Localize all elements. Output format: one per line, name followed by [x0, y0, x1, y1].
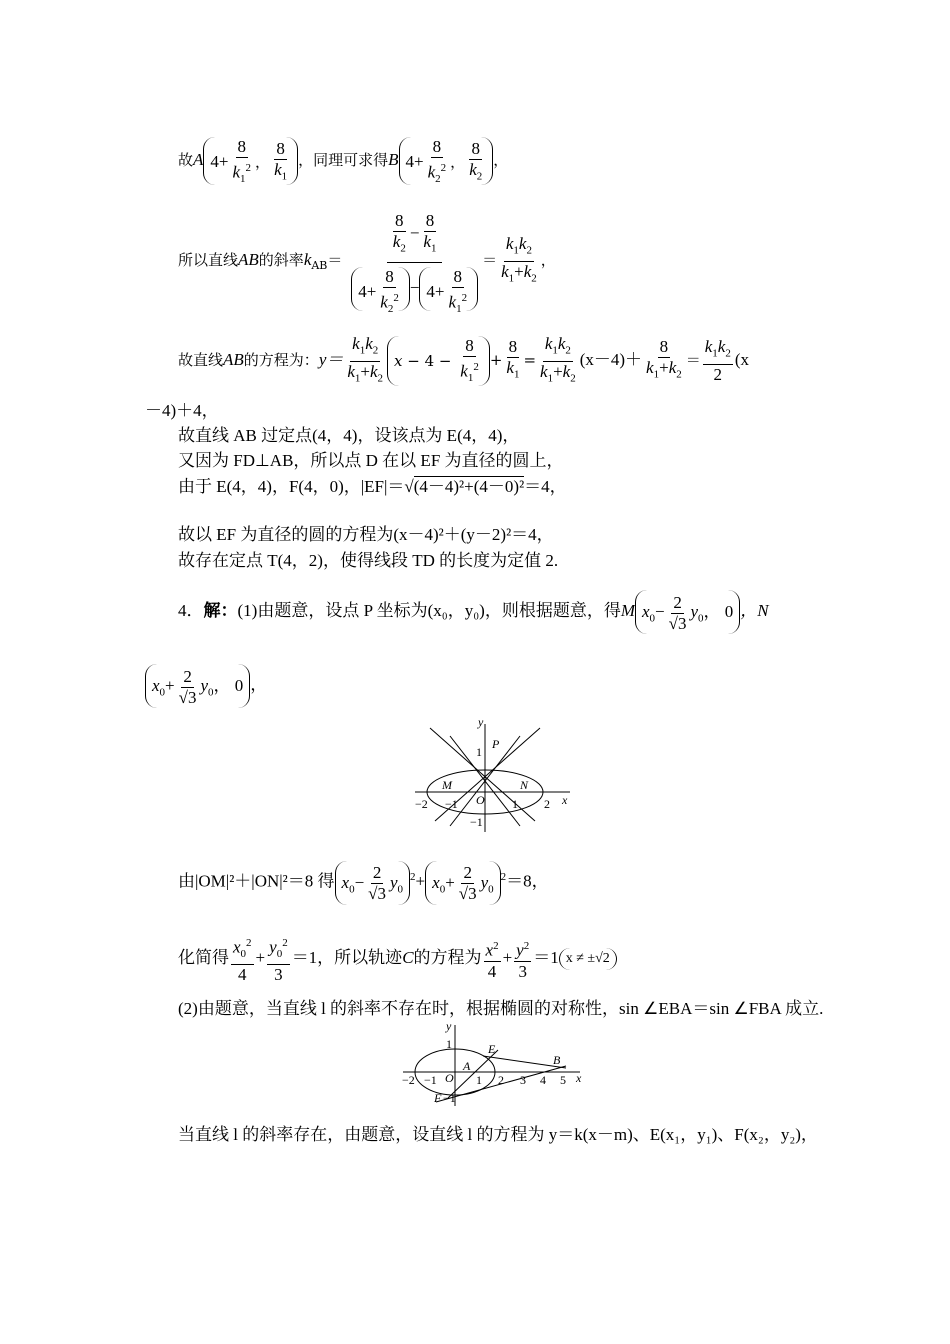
text: ， [298, 151, 314, 169]
svg-text:5: 5 [560, 1073, 566, 1087]
svg-text:N: N [520, 778, 529, 792]
text: 的斜率 [258, 251, 304, 269]
svg-text:F: F [434, 1091, 442, 1105]
line-EF-length [178, 476, 567, 498]
slope-fraction: $\frac{8}{k_2}$ − $\frac{8}{k_1}$ 4+ $\frac{8}{k_2^2}$ − 4+ $\frac{8}{k_1^2}$ [349, 211, 480, 311]
text: ， [250, 675, 268, 694]
var-C: C [402, 948, 414, 967]
text: ， [540, 251, 556, 269]
axis-label-x: x [562, 793, 568, 807]
condition: x ≠ ±√2 [559, 948, 617, 970]
text: (x [734, 350, 750, 369]
svg-text:1: 1 [446, 1037, 452, 1051]
point-A: A [193, 150, 204, 169]
svg-text:E: E [488, 1042, 496, 1056]
text: ＝4， [524, 477, 567, 496]
text: ＝1，所以轨迹 [291, 948, 403, 967]
text: 故 [178, 151, 194, 169]
text: (1)由题意，设点 P 坐标为(x₀，y₀)，则根据题意，得 [237, 601, 621, 620]
figure-ellipse-1 [410, 716, 580, 836]
svg-text:4: 4 [540, 1073, 546, 1087]
problem-number: 4． [178, 601, 204, 620]
axis-label-y: y [446, 1020, 452, 1033]
text: ＝8， [506, 871, 549, 891]
text: ＝1 [533, 948, 559, 967]
line-perpendicular: 又因为 FD⊥AB，所以点 D 在以 EF 为直径的圆上， [178, 451, 564, 470]
var-k: k [303, 250, 312, 269]
text: 的方程为： [243, 351, 319, 369]
line-fixed-point-T: 故存在定点 T(4，2)，使得线段 TD 的长度为定值 2. [178, 551, 559, 570]
axis-label-x: x [576, 1071, 582, 1085]
text: 故直线 [178, 351, 224, 369]
text: 由于 E(4，4)，F(4，0)，|EF|＝ [178, 477, 405, 496]
svg-text:1: 1 [476, 745, 482, 759]
sqrt-symbol: √ [404, 477, 414, 496]
text: 的方程为 [413, 948, 482, 967]
line-slope-AB: 所以直线AB的斜率$k_{AB}=$ $\frac{8}{k_2}$ − $\frac{8}{k_1}$ 4+ $\frac{8}{k_2^2}$ − 4+ $\frac{8}{k_1^2}$ ＝ $\frac{k_1k_2}{k_1+k_2}$ ， [178, 210, 556, 316]
axis-label-y: y [478, 716, 484, 729]
line-trajectory: 化简得 $\frac{x_0^2}{4}$ + $\frac{y_0^2}{3}$ ＝1，所以轨迹C的方程为 $\frac{x^2}{4}$ + $\frac{y^2}{3}$ ＝1 x ≠ ±√2 [178, 932, 617, 985]
svg-text:P: P [492, 737, 500, 751]
text: 由|OM|²＋|ON|²＝8 得 [178, 871, 335, 891]
line-points-A-B [178, 130, 508, 190]
line-circle-equation: 故以 EF 为直径的圆的方程为(x－4)²＋(y－2)²＝4， [178, 525, 554, 544]
paren: 4+ $\frac{8}{k_1^2}$ ， $\frac{8}{k_1}$ [203, 137, 298, 185]
line-OM-ON: 由|OM|²＋|ON|²＝8 得 $x_0-$ $\frac{2}{√3}$ $y_0^2+ x_0+$ $\frac{2}{√3}$ $y_0^2=8$， [178, 852, 549, 907]
figure-ellipse-2 [398, 1020, 588, 1110]
solution-label: 解： [203, 601, 238, 620]
svg-text:2: 2 [544, 797, 550, 811]
point-M: M [620, 601, 635, 620]
text: 所以直线 [178, 251, 239, 269]
point-B: B [388, 150, 399, 169]
var-AB: AB [238, 250, 259, 269]
equals: ＝ [327, 251, 343, 269]
svg-text:−1: −1 [443, 1091, 456, 1105]
svg-text:2: 2 [498, 1073, 504, 1087]
radicand: (4－4)²+(4－0)² [413, 477, 525, 496]
var-AB: AB [223, 350, 244, 369]
subscript: AB [311, 259, 328, 272]
equals: ＝ [685, 351, 701, 369]
text: 同理可求得 [313, 151, 389, 169]
svg-text:−1: −1 [445, 797, 458, 811]
point-N: ，N [740, 601, 769, 620]
svg-text:1: 1 [476, 1073, 482, 1087]
line-continue: －4)＋4， [145, 401, 219, 420]
svg-text:M: M [442, 778, 452, 792]
paren: 4+ $\frac{8}{k_2^2}$ ， $\frac{8}{k_2}$ [399, 137, 494, 185]
text: ， [493, 151, 509, 169]
svg-text:−2: −2 [415, 797, 428, 811]
text: 化简得 [178, 948, 229, 967]
svg-text:A: A [463, 1059, 471, 1073]
line-slope-exists: 当直线 l 的斜率存在，由题意，设直线 l 的方程为 y＝k(x－m)、E(x₁，y₁)、F(x₂，y₂)， [178, 1125, 818, 1144]
svg-text:−1: −1 [470, 815, 483, 829]
svg-text:3: 3 [520, 1073, 526, 1087]
var-y: y＝ [318, 350, 344, 369]
svg-text:O: O [476, 793, 485, 807]
line-fixed-point: 故直线 AB 过定点(4，4)，设该点为 E(4，4)， [178, 426, 520, 445]
svg-text:−2: −2 [402, 1073, 415, 1087]
svg-text:O: O [445, 1071, 454, 1085]
line-equation-AB: 故直线AB的方程为：y＝ $\frac{k_1k_2}{k_1+k_2}$ x − 4 − $\frac{8}{k_1^2}$ + $\frac{8}{k_1}$ = $\frac{k_1k_2}{k_1+k_2}$ (x－4)＋ $\frac{8}{k_1+k_2}$ ＝ $\frac{k_1k_2}{2}$ (x [178, 334, 750, 385]
equals: ＝ [482, 251, 498, 269]
svg-text:−1: −1 [424, 1073, 437, 1087]
line-problem-4: 4．解：(1)由题意，设点 P 坐标为(x₀，y₀)，则根据题意，得M $x_0-$ $\frac{2}{√3}$ $y_0$， 0 ，N [178, 586, 769, 636]
line-N-coords: $x_0+$ $\frac{2}{√3}$ $y_0$， 0 ， [145, 660, 267, 710]
svg-text:1: 1 [512, 797, 518, 811]
text: (x－4)＋ [579, 350, 643, 369]
line-part-2: (2)由题意，当直线 l 的斜率不存在时，根据椭圆的对称性，sin ∠EBA＝sin ∠FBA 成立. [178, 999, 824, 1018]
svg-text:B: B [553, 1053, 561, 1067]
